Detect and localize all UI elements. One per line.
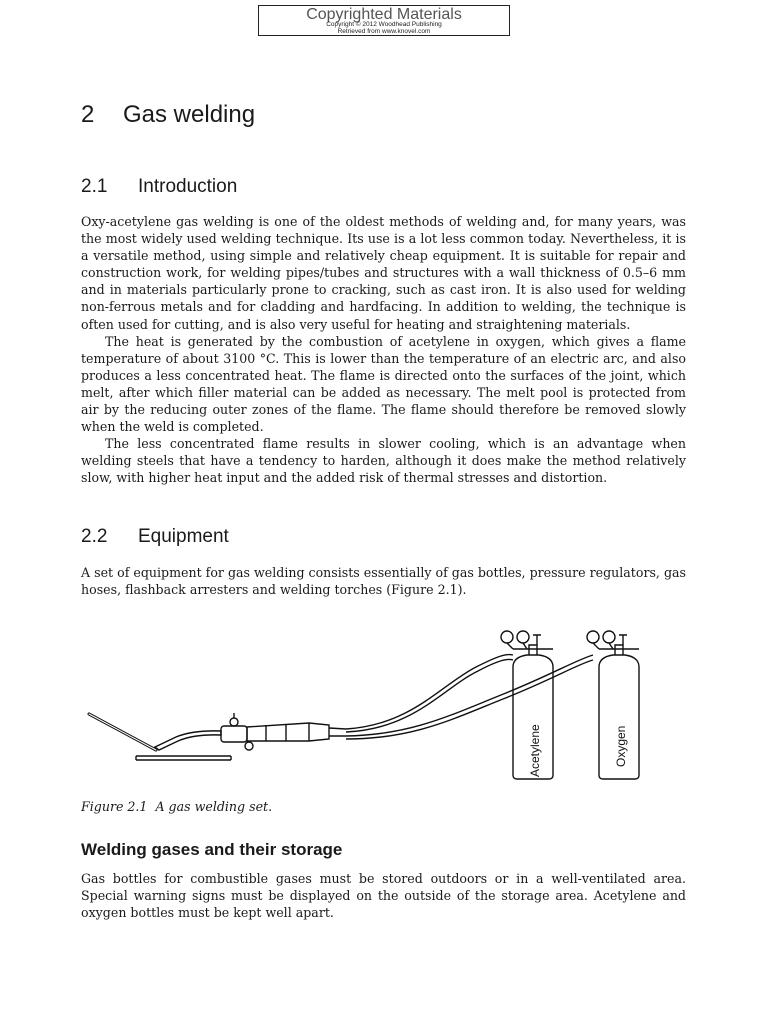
chapter-title [81,101,255,129]
equipment-body [81,564,686,598]
torch-handle [247,723,329,741]
torch-tip [155,731,221,750]
oxygen-pressure-gauge [587,631,599,643]
storage-body [81,870,686,921]
section-number: 2.1 [81,176,108,197]
section-title: Introduction [138,176,238,197]
chapter-title-text: Gas welding [123,101,256,128]
oxygen-label: Oxygen [614,725,628,767]
section-heading-equipment [81,526,229,548]
stamp-retrieved-line: Retrieved from www.knovel.com [337,27,431,35]
caption-text: A gas welding set. [155,799,273,814]
oxygen-valve-knob [245,742,253,750]
introduction-body [81,213,686,487]
paragraph: The less concentrated flame results in slower cooling, which is an advantage when welding steels that have a tendency to harden, although it does make the method relatively slow, with higher heat input and the added risk of thermal stresses and distortion. [81,436,686,486]
acetylene-pressure-gauge [501,631,513,643]
workpiece-plate [136,756,231,760]
subsection-heading: Welding gases and their storage [81,840,343,859]
section-number: 2.2 [81,526,108,547]
paragraph: Gas bottles for combustible gases must be stored outdoors or in a well-ventilated area. Special warning signs must be displayed on the outside of the storage area. Acetylene and oxygen bottles must be kept well apart. [81,871,686,921]
section-title: Equipment [138,526,229,547]
stamp-title: Copyrighted Materials [306,6,462,23]
figure-caption [81,799,272,814]
paragraph: Oxy-acetylene gas welding is one of the oldest methods of welding and, for many years, was the most widely used welding technique. Its use is a lot less common today. Nevertheless, it is a versatile method, using simple and relatively cheap equipment. It is suitable for repair and construction work, for welding pipes/tubes and structures with a wall thickness of 0.5–6 mm and in materials particularly prone to cracking, such as cast iron. It is also used for welding non-ferrous metals and for cladding and hardfacing. In addition to welding, the technique is often used for cutting, and is also very useful for heating and straightening materials. [81,214,686,332]
gas-welding-set-illustration [81,625,686,795]
caption-number: Figure 2.1 [81,799,148,814]
section-heading-introduction [81,176,237,198]
paragraph: A set of equipment for gas welding consists essentially of gas bottles, pressure regulators, gas hoses, flashback arresters and welding torches (Figure 2.1). [81,565,686,598]
acetylene-label: Acetylene [528,724,542,777]
torch-head [221,726,247,742]
chapter-number: 2 [81,101,95,128]
copyright-stamp [258,5,510,36]
oxygen-hose [346,655,593,736]
paragraph: The heat is generated by the combustion of acetylene in oxygen, which gives a flame temperature of about 3100 °C. This is lower than the temperature of an electric arc, and also produces a less concentrated heat. The flame is directed onto the surfaces of the joint, which melt, after which filler material can be added as necessary. The melt pool is protected from air by the reducing outer zones of the flame. The flame should therefore be removed slowly when the weld is completed. [81,333,686,435]
stamp-copyright-line: Copyright © 2012 Woodhead Publishing [326,21,442,28]
